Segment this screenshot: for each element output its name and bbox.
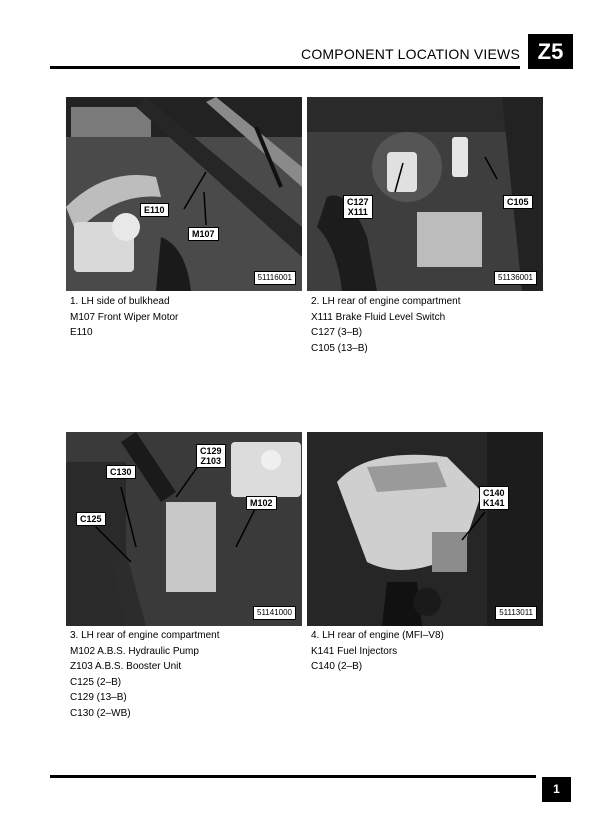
caption-panel-4 (311, 628, 444, 675)
photo-bulkhead (66, 97, 302, 291)
photo-abs-unit-illustration (66, 432, 302, 626)
caption-line: C140 (2–B) (311, 661, 363, 672)
caption-line: 2. LH rear of engine compartment (311, 296, 461, 307)
caption-line: M107 Front Wiper Motor (70, 311, 179, 323)
header-rule (50, 66, 520, 69)
photo-ref-number: 51141000 (253, 606, 296, 620)
caption-line: 3. LH rear of engine compartment (70, 630, 220, 641)
callout-m102: M102 (246, 496, 277, 510)
footer-rule (50, 775, 536, 778)
caption-line: K141 Fuel Injectors (311, 645, 398, 657)
photo-ref-number: 51113011 (495, 606, 537, 620)
caption-line: M102 A.B.S. Hydraulic Pump (70, 645, 199, 657)
page-title: COMPONENT LOCATION VIEWS (301, 46, 520, 62)
callout-c140-k141: C140 K141 (479, 486, 509, 510)
photo-abs-unit (66, 432, 302, 626)
callout-c129-z103: C129 Z103 (196, 444, 226, 468)
photo-engine-rear-illustration (307, 432, 543, 626)
caption-panel-3 (70, 628, 220, 721)
photo-engine-compartment-illustration (307, 97, 543, 291)
caption-panel-2 (311, 294, 461, 356)
photo-engine-rear-mfi-v8 (307, 432, 543, 626)
section-badge: Z5 (528, 34, 573, 69)
page-number: 1 (542, 777, 571, 802)
caption-line: 1. LH side of bulkhead (70, 296, 170, 307)
caption-line: X111 Brake Fluid Level Switch (311, 311, 446, 323)
photo-bulkhead-illustration (66, 97, 302, 291)
caption-panel-1 (70, 294, 178, 341)
caption-line: C130 (2–WB) (70, 707, 131, 719)
caption-line: C125 (2–B) (70, 676, 122, 688)
caption-line: C129 (13–B) (70, 692, 127, 703)
callout-c125: C125 (76, 512, 106, 526)
photo-ref-number: 51116001 (254, 271, 296, 285)
callout-e110: E110 (140, 203, 169, 217)
caption-line: C105 (13–B) (311, 342, 368, 354)
callout-c130: C130 (106, 465, 136, 479)
caption-line: 4. LH rear of engine (MFI–V8) (311, 630, 444, 641)
caption-line: Z103 A.B.S. Booster Unit (70, 661, 182, 672)
callout-c127-x111: C127 X111 (343, 195, 373, 219)
photo-engine-compartment-rear (307, 97, 543, 291)
callout-m107: M107 (188, 227, 219, 241)
callout-c105: C105 (503, 195, 533, 209)
caption-line: C127 (3–B) (311, 327, 363, 338)
photo-ref-number: 51136001 (494, 271, 537, 285)
caption-line: E110 (70, 327, 93, 338)
